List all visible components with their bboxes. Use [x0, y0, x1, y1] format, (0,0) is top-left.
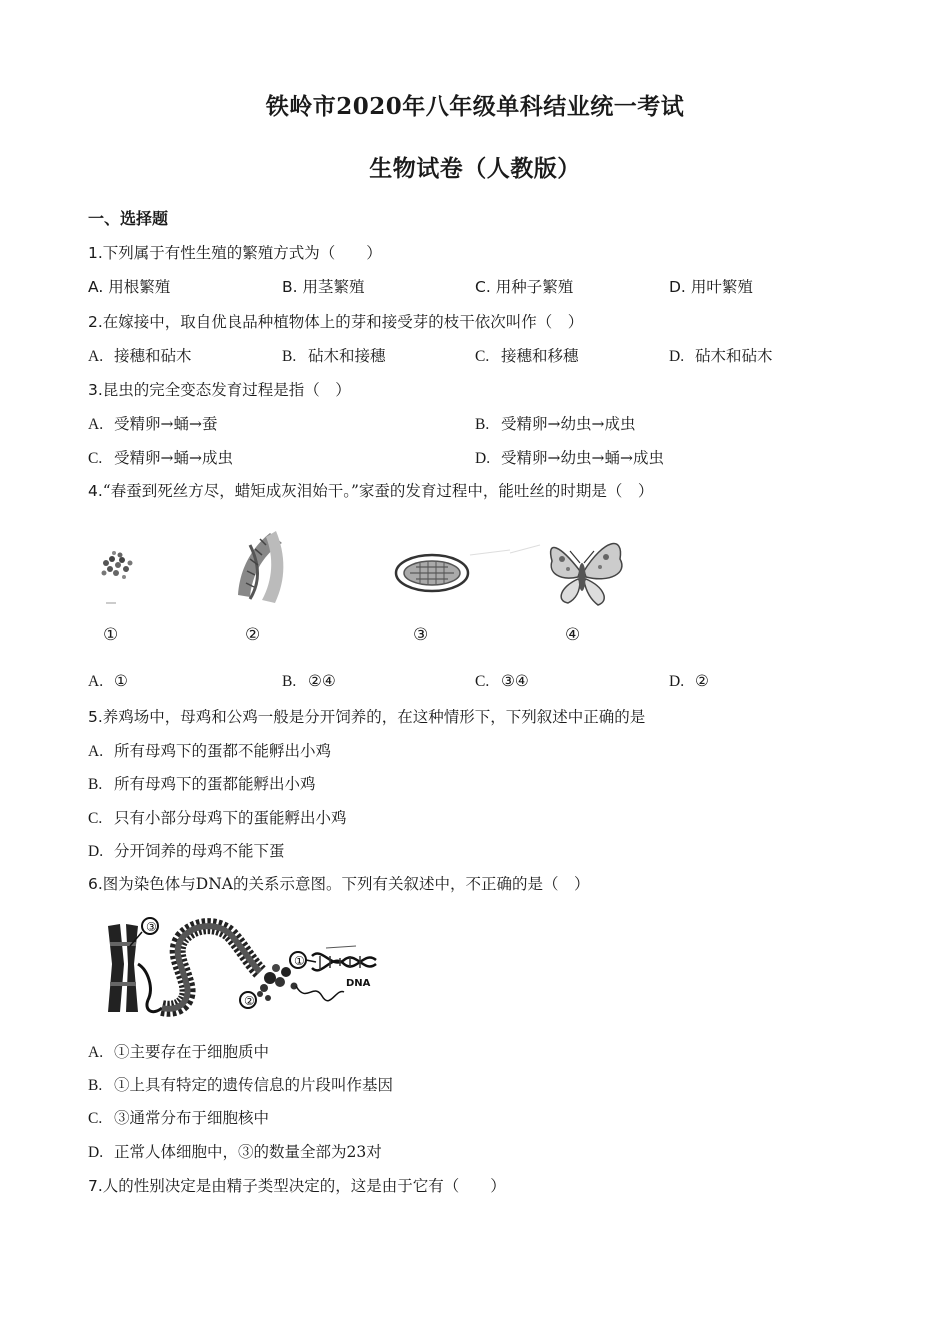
q6-option-c[interactable]: C. ③通常分布于细胞核中	[88, 1109, 270, 1127]
fig-label-dna: DNA	[346, 978, 371, 989]
section-heading: 一、选择题	[88, 209, 169, 228]
question-number: 7.	[88, 1177, 103, 1195]
dna-helix-image	[312, 946, 376, 970]
q2-option-d[interactable]: D. 砧木和砧木	[669, 347, 773, 365]
q3-option-a[interactable]: A. 受精卵→蛹→蚕	[88, 415, 218, 433]
question-2	[88, 310, 583, 332]
q3-option-d[interactable]: D. 受精卵→幼虫→蛹→成虫	[475, 449, 664, 467]
chromosome-image	[108, 924, 138, 1012]
q3-option-c[interactable]: C. 受精卵→蛹→成虫	[88, 449, 233, 467]
question-number: 5.	[88, 708, 103, 726]
fig-label-3: ③	[146, 920, 157, 934]
question-7	[88, 1174, 506, 1196]
silkworm-larva-image	[238, 531, 283, 603]
exam-subtitle: 生物试卷（人教版）	[369, 155, 581, 182]
exam-title: 铁岭市2020年八年级单科结业统一考试	[265, 93, 685, 120]
q2-option-a[interactable]: A. 接穗和砧木	[88, 347, 192, 365]
figure-label-2: ②	[245, 625, 261, 645]
fig-label-1: ①	[294, 954, 305, 968]
silkworm-eggs-image	[102, 551, 133, 603]
question-stem: 昆虫的完全变态发育过程是指（ ）	[102, 381, 351, 399]
question-6	[88, 872, 589, 894]
question-number: 3.	[88, 381, 103, 399]
silkworm-cocoon-image	[396, 545, 540, 591]
question-3	[88, 378, 351, 400]
question-stem: “春蚕到死丝方尽，蜡矩成灰泪始干。”家蚕的发育过程中，能吐丝的时期是（ ）	[102, 482, 654, 500]
q1-option-a[interactable]: A. 用根繁殖	[88, 278, 171, 296]
chromatin-coil-image	[138, 926, 298, 1012]
question-number: 6.	[88, 875, 103, 893]
q6-option-d[interactable]: D. 正常人体细胞中，③的数量全部为23对	[88, 1143, 382, 1161]
question-stem: 在嫁接中，取自优良品种植物体上的芽和接受芽的枝干依次叫作（ ）	[102, 313, 584, 331]
q3-option-b[interactable]: B. 受精卵→幼虫→成虫	[475, 415, 636, 433]
question-number: 2.	[88, 313, 103, 331]
q4-option-b[interactable]: B. ②④	[282, 672, 336, 690]
figure-label-3: ③	[413, 625, 429, 645]
q6-option-a[interactable]: A. ①主要存在于细胞质中	[88, 1043, 270, 1061]
question-stem: 人的性别决定是由精子类型决定的，这是由于它有（ ）	[102, 1177, 506, 1195]
q1-option-b[interactable]: B. 用茎繁殖	[282, 278, 365, 296]
silkworm-stages-figure	[90, 525, 650, 615]
q5-option-a[interactable]: A. 所有母鸡下的蛋都不能孵出小鸡	[88, 742, 332, 760]
figure-label-4: ④	[565, 625, 581, 645]
question-1	[88, 241, 382, 263]
chromosome-dna-figure	[100, 912, 390, 1022]
figure-label-1: ①	[103, 625, 119, 645]
q5-option-b[interactable]: B. 所有母鸡下的蛋都能孵出小鸡	[88, 775, 316, 793]
q2-option-b[interactable]: B. 砧木和接穗	[282, 347, 386, 365]
question-number: 4.	[88, 482, 103, 500]
q2-option-c[interactable]: C. 接穗和移穗	[475, 347, 579, 365]
q4-option-a[interactable]: A. ①	[88, 672, 128, 690]
q4-option-c[interactable]: C. ③④	[475, 672, 529, 690]
q5-option-c[interactable]: C. 只有小部分母鸡下的蛋能孵出小鸡	[88, 809, 347, 827]
question-stem: 下列属于有性生殖的繁殖方式为（ ）	[102, 244, 382, 262]
q5-option-d[interactable]: D. 分开饲养的母鸡不能下蛋	[88, 842, 285, 860]
q6-option-b[interactable]: B. ①上具有特定的遗传信息的片段叫作基因	[88, 1076, 394, 1094]
q4-option-d[interactable]: D. ②	[669, 672, 709, 690]
fig-label-2: ②	[244, 994, 255, 1008]
question-stem: 图为染色体与DNA的关系示意图。下列有关叙述中，不正确的是（ ）	[102, 875, 590, 893]
q1-option-c[interactable]: C. 用种子繁殖	[475, 278, 574, 296]
question-number: 1.	[88, 244, 103, 262]
question-5	[88, 705, 645, 727]
silkworm-moth-image	[551, 544, 622, 605]
question-stem: 养鸡场中，母鸡和公鸡一般是分开饲养的，在这种情形下，下列叙述中正确的是	[102, 708, 646, 726]
question-4	[88, 479, 653, 501]
q1-option-d[interactable]: D. 用叶繁殖	[669, 278, 753, 296]
